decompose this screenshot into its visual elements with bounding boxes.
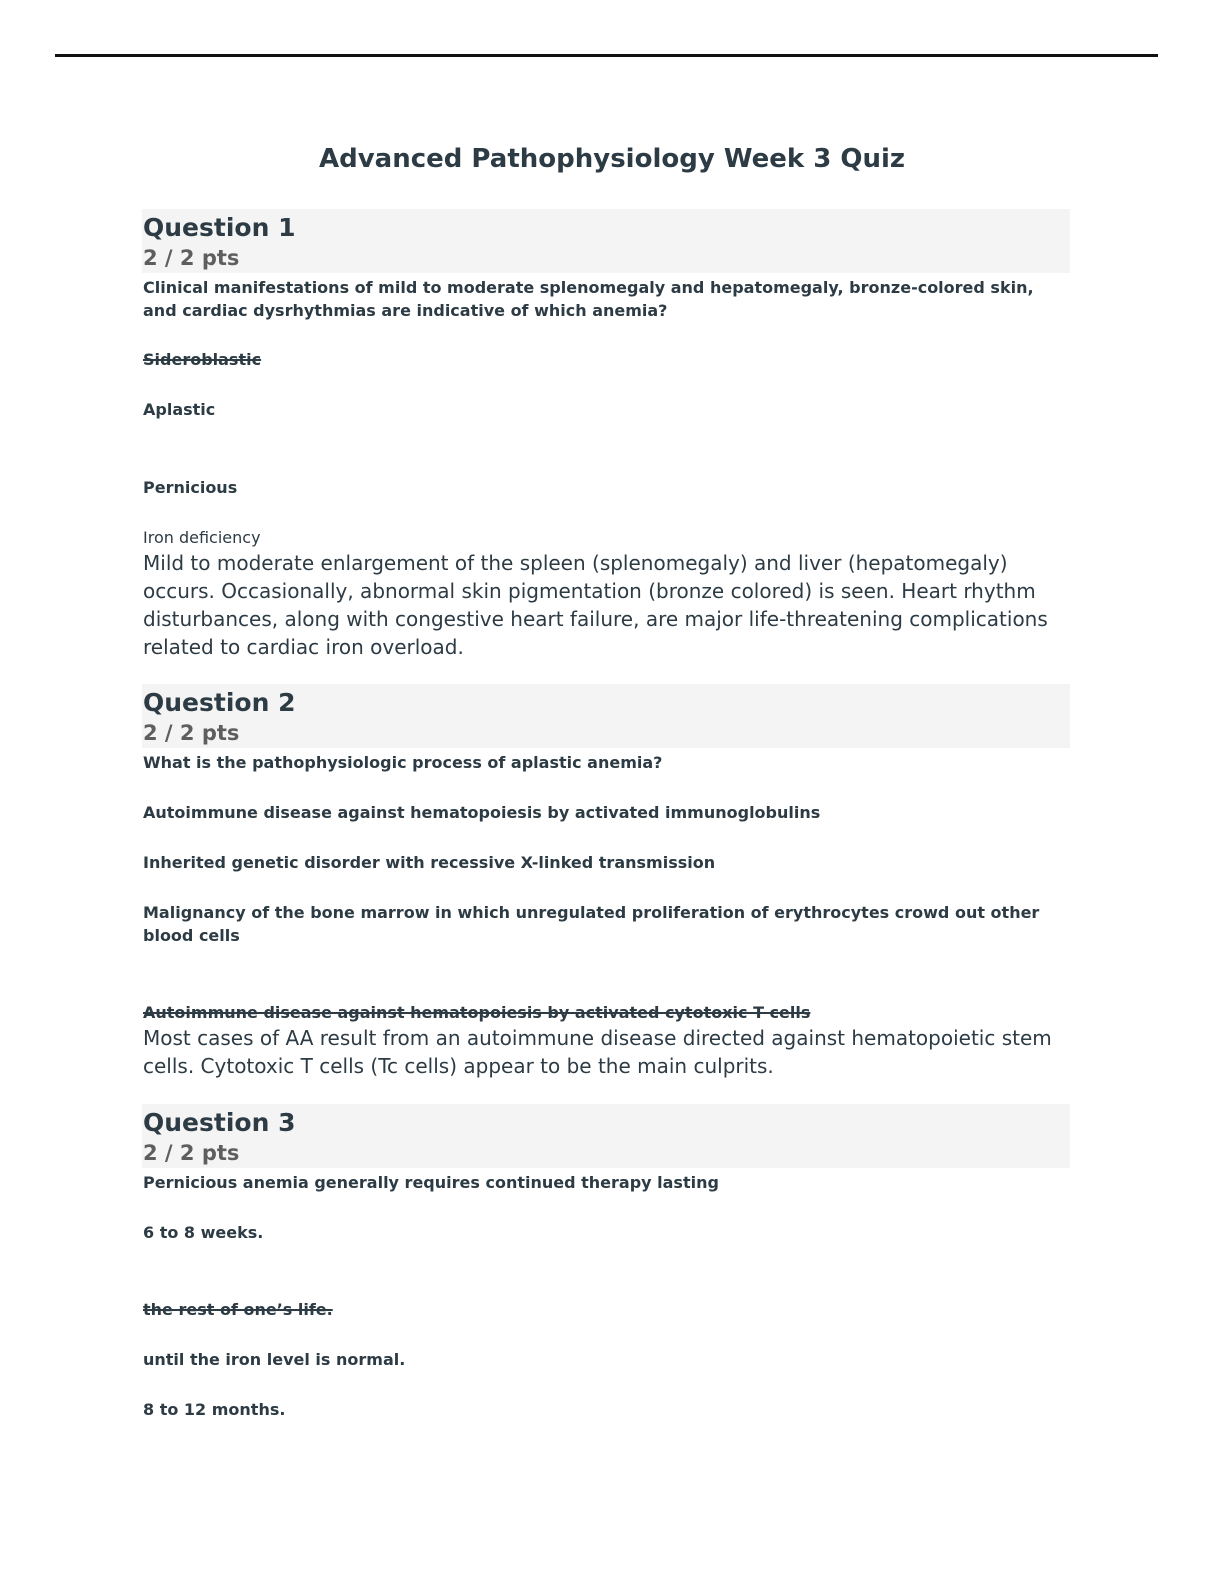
question-points: 2 / 2 pts <box>143 721 240 745</box>
question-points: 2 / 2 pts <box>143 246 240 270</box>
answer-option[interactable]: Sideroblastic <box>143 350 262 369</box>
question-title: Question 3 <box>143 1108 296 1137</box>
question-header <box>142 684 1070 748</box>
answer-option[interactable]: Aplastic <box>143 400 216 419</box>
answer-option[interactable]: Autoimmune disease against hematopoiesis by activated immunoglobulins <box>143 803 821 822</box>
answer-option[interactable]: the rest of one’s life. <box>143 1300 333 1319</box>
answer-option[interactable]: Autoimmune disease against hematopoiesis by activated cytotoxic T cells <box>143 1003 811 1022</box>
question-text: Clinical manifestations of mild to moderate splenomegaly and hepatomegaly, bronze-colored skin, and cardiac dysrhythmias are indicative of which anemia? <box>143 278 1034 320</box>
top-rule <box>55 54 1158 57</box>
question-text: What is the pathophysiologic process of aplastic anemia? <box>143 753 663 772</box>
question-points: 2 / 2 pts <box>143 1141 240 1165</box>
answer-feedback: Most cases of AA result from an autoimmune disease directed against hematopoietic stem cells. Cytotoxic T cells (Tc cells) appear to be the main culprits. <box>143 1026 1052 1078</box>
question-header <box>142 209 1070 273</box>
answer-option[interactable]: Malignancy of the bone marrow in which unregulated proliferation of erythrocytes crowd out other blood cells <box>143 903 1040 945</box>
question-title: Question 2 <box>143 688 296 717</box>
document-title: Advanced Pathophysiology Week 3 Quiz <box>318 144 905 174</box>
question-3 <box>142 1104 1070 1434</box>
answer-option[interactable]: Inherited genetic disorder with recessive X-linked transmission <box>143 853 716 872</box>
question-1 <box>142 209 1070 669</box>
question-title: Question 1 <box>143 213 296 242</box>
question-text: Pernicious anemia generally requires continued therapy lasting <box>143 1173 719 1192</box>
question-2 <box>142 684 1070 1084</box>
answer-option[interactable]: Pernicious <box>143 478 238 497</box>
answer-feedback: Mild to moderate enlargement of the spleen (splenomegaly) and liver (hepatomegaly) occurs. Occasionally, abnormal skin pigmentation (bronze colored) is seen. Heart rhythm disturbances, along with congestive heart failure, are major life-threatening complications related to cardiac iron overload. <box>143 551 1048 659</box>
answer-option[interactable]: until the iron level is normal. <box>143 1350 406 1369</box>
answer-option[interactable]: 8 to 12 months. <box>143 1400 286 1419</box>
answer-option[interactable]: 6 to 8 weeks. <box>143 1223 264 1242</box>
answer-option[interactable]: Iron deficiency <box>143 528 261 547</box>
question-header <box>142 1104 1070 1168</box>
